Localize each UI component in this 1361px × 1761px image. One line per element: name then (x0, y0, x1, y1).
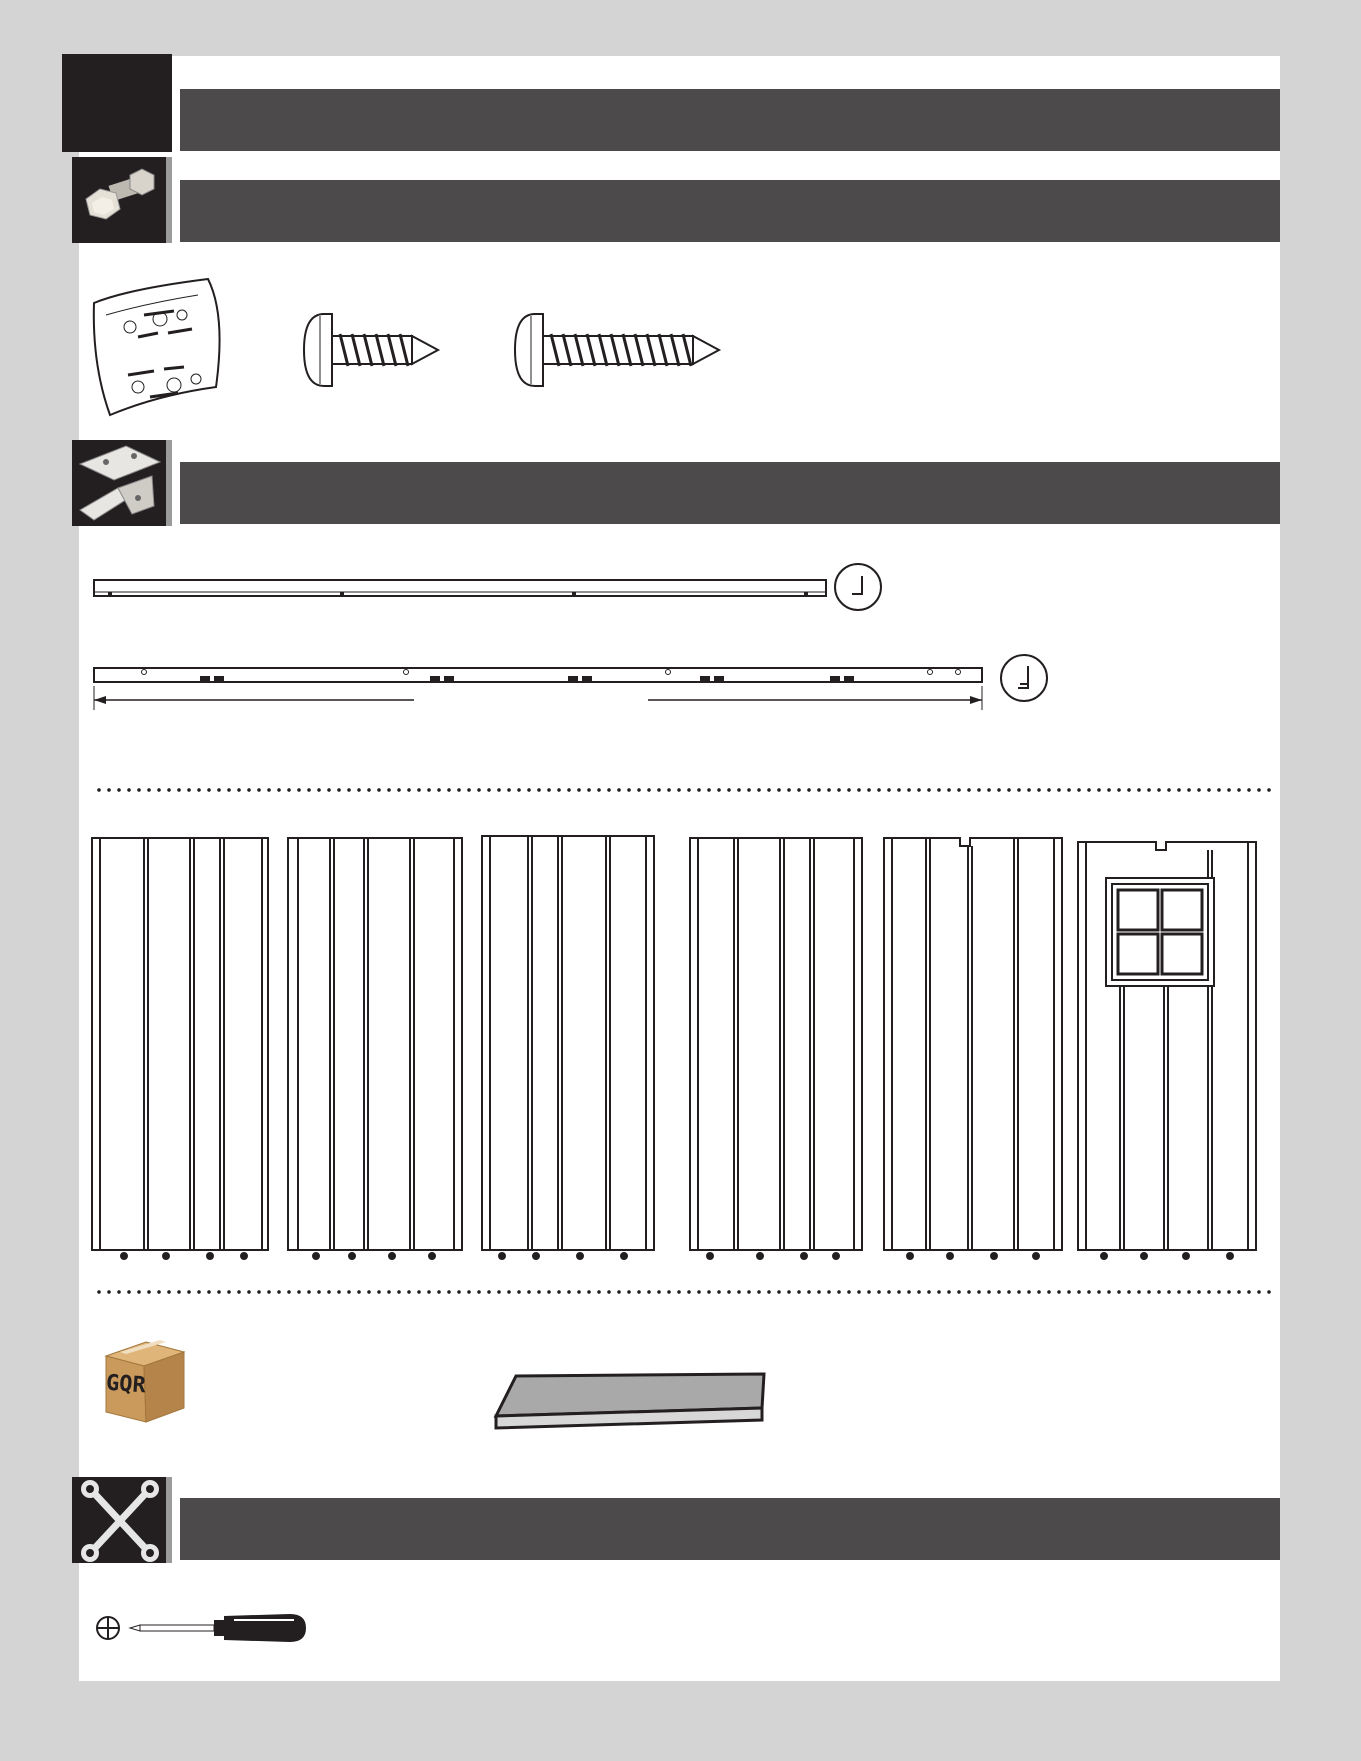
wrench-icon (72, 1477, 166, 1563)
tools-section-bar (180, 1498, 1280, 1560)
wall-panel-window (1078, 842, 1256, 1259)
step-title-bar (180, 89, 1280, 151)
wall-panel-1 (92, 838, 268, 1259)
hardware-icon-tile (72, 157, 172, 243)
box-code: GQR (105, 1370, 147, 1399)
wall-panel-4 (690, 838, 862, 1259)
floor-board-drawing (492, 1372, 766, 1436)
bracket-icon (72, 440, 166, 526)
step-title (180, 105, 200, 135)
parts-section-title (180, 478, 200, 508)
parts-section-bar (180, 462, 1280, 524)
hardware-section-title (180, 196, 200, 226)
bolt-nut-icon (72, 157, 166, 243)
tools-section-title (180, 1514, 200, 1544)
tools-icon-tile (72, 1477, 172, 1563)
hardware-bag-icon (88, 275, 228, 420)
hardware-section-bar (180, 180, 1280, 242)
rail-j-angle-drawing (92, 652, 1052, 712)
phillips-screwdriver-icon (94, 1606, 314, 1654)
wall-panel-3 (482, 836, 654, 1259)
wall-panel-2 (288, 838, 462, 1259)
long-screw-icon (513, 310, 723, 390)
wall-panels-drawing (88, 832, 1268, 1266)
dotted-divider (94, 1290, 1274, 1294)
short-screw-icon (302, 310, 442, 390)
wall-panel-5 (884, 838, 1062, 1259)
step-number-box (62, 54, 172, 152)
parts-icon-tile (72, 440, 172, 526)
dotted-divider (94, 788, 1274, 792)
rail-j-drawing (92, 562, 892, 612)
